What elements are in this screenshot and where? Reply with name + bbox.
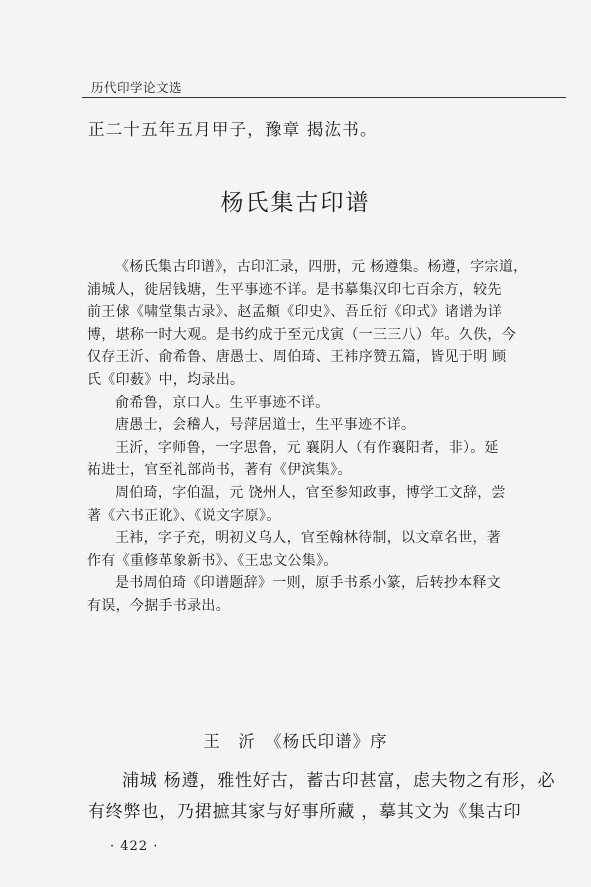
body-line: 祐进士，官至礼部尚书，著有《伊滨集》。 — [87, 462, 352, 479]
preface-title: 王 沂 《杨氏印谱》序 — [203, 732, 388, 751]
body-line: 作有《重修革象新书》、《王忠文公集》。 — [87, 552, 338, 569]
body-line: 前王俅《啸堂集古录》、赵孟頫《印史》、吾丘衍《印式》诸谱为详 — [87, 304, 502, 321]
body-line: 著《六书正讹》、《说文字原》。 — [87, 507, 281, 524]
header-rule — [82, 97, 566, 98]
body-line: 王袆，字子充，明初义乌人，官至翰林待制，以文章名世，著 — [115, 530, 502, 547]
page-number: · 422 · — [110, 839, 159, 854]
carry-over-line: 正二十五年五月甲子，豫章 揭汯书。 — [88, 120, 378, 139]
body-line: 俞希鲁，京口人。生平事迹不详。 — [115, 394, 330, 411]
body-line: 博，堪称一时大观。是书约成于至元戊寅（一三三八）年。久佚，今 — [87, 326, 516, 343]
body-line: 有误，今据手书录出。 — [87, 597, 230, 614]
running-head: 历代印学论文选 — [91, 80, 183, 95]
body-line: 浦城人，徙居钱塘，生平事迹不详。是书摹集汉印七百余方，较先 — [87, 281, 502, 298]
body-line: 唐愚士，会稽人，号萍居道士，生平事迹不详。 — [115, 417, 416, 434]
body-line: 周伯琦，字伯温，元 饶州人，官至参知政事，博学工文辞，尝 — [115, 484, 506, 501]
body-line: 仅存王沂、俞希鲁、唐愚士、周伯琦、王袆序赞五篇，皆见于明 顾 — [87, 349, 507, 366]
preface-line: 浦城 杨遵，雅性好古，蓄古印甚富，虑夫物之有形，必 — [122, 771, 556, 791]
body-text — [87, 256, 567, 618]
preface-line: 有终弊也，乃捃摭其家与好事所藏 ，摹其文为《集古印 — [88, 802, 522, 822]
body-line: 《杨氏集古印谱》，古印汇录，四册，元 杨遵集。杨遵，字宗道， — [115, 259, 528, 275]
body-line: 氏《印薮》中，均录出。 — [87, 371, 245, 388]
preface-text — [88, 766, 574, 828]
body-line: 是书周伯琦《印谱题辞》一则，原手书系小篆，后转抄本释文 — [115, 575, 502, 592]
body-line: 王沂，字师鲁，一字思鲁，元 襄阴人（有作襄阳者，非）。延 — [115, 439, 499, 456]
section-title: 杨氏集古印谱 — [220, 190, 371, 216]
